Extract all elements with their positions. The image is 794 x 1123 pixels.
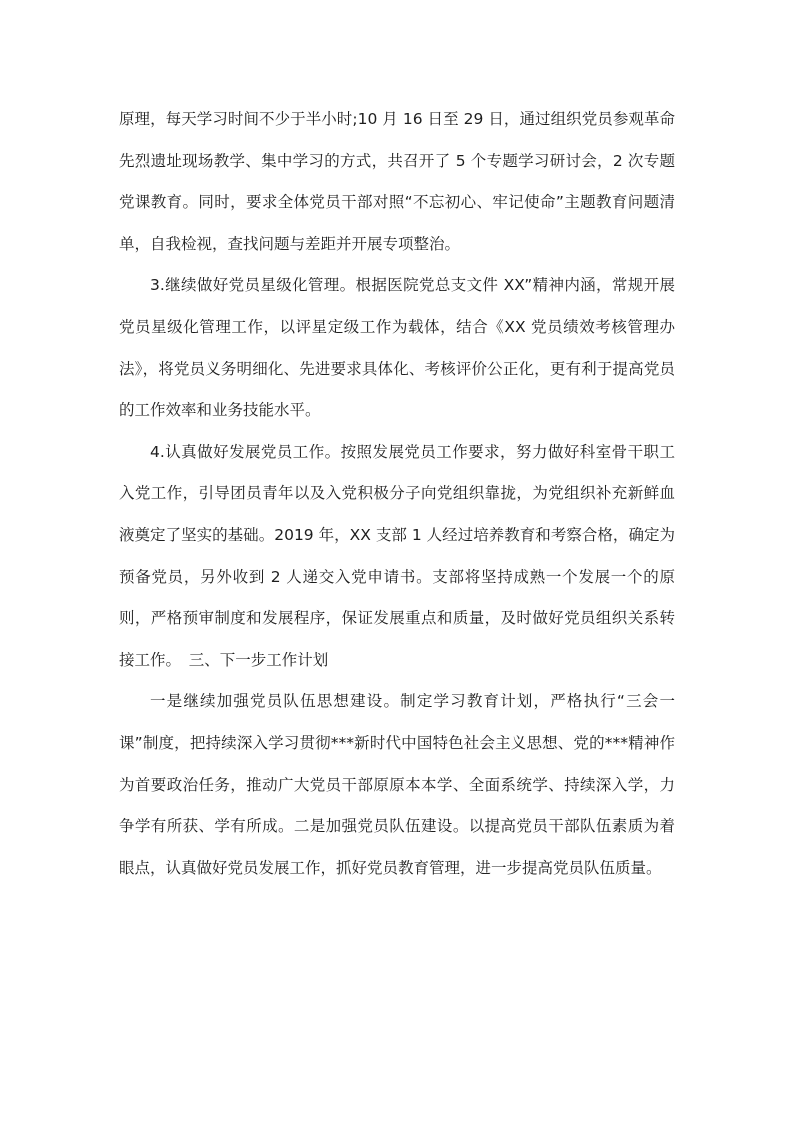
- paragraph-next-step-plan: 一是继续加强党员队伍思想建设。制定学习教育计划，严格执行“三会一课”制度，把持续深入学习贯彻***新时代中国特色社会主义思想、党的***精神作为首要政治任务，推动广大党员干部原原本本学、全面系统学、持续深入学，力争学有所获、学有所成。二是加强党员队伍建设。以提高党员干部队伍素质为着眼点，认真做好党员发展工作，抓好党员教育管理，进一步提高党员队伍质量。: [119, 692, 675, 877]
- paragraph-member-development: 4.认真做好发展党员工作。按照发展党员工作要求，努力做好科室骨干职工入党工作，引导团员青年以及入党积极分子向党组织靠拢，为党组织补充新鲜血液奠定了坚实的基础。2019 年，XX 支部 1 人经过培养教育和考察合格，确定为预备党员，另外收到 2 人递交入党申请书。支部将坚持成熟一个发展一个的原则，严格预审制度和发展程序，保证发展重点和质量，及时做好党员组织关系转接工作。 三、下一步工作计划: [119, 442, 675, 669]
- paragraph-star-rating-management: 3.继续做好党员星级化管理。根据医院党总支文件 XX”精神内涵，常规开展党员星级化管理工作，以评星定级工作为载体，结合《XX 党员绩效考核管理办法》，将党员义务明细化、先进要求具体化、考核评价公正化，更有利于提高党员的工作效率和业务技能水平。: [119, 276, 675, 420]
- body-text: [119, 99, 675, 889]
- paragraph-study-schedule: 原理，每天学习时间不少于半小时;10 月 16 日至 29 日，通过组织党员参观革命先烈遗址现场教学、集中学习的方式，共召开了 5 个专题学习研讨会，2 次专题党课教育。同时，要求全体党员干部对照“不忘初心、牢记使命”主题教育问题清单，自我检视，查找问题与差距并开展专项整治。: [119, 110, 675, 253]
